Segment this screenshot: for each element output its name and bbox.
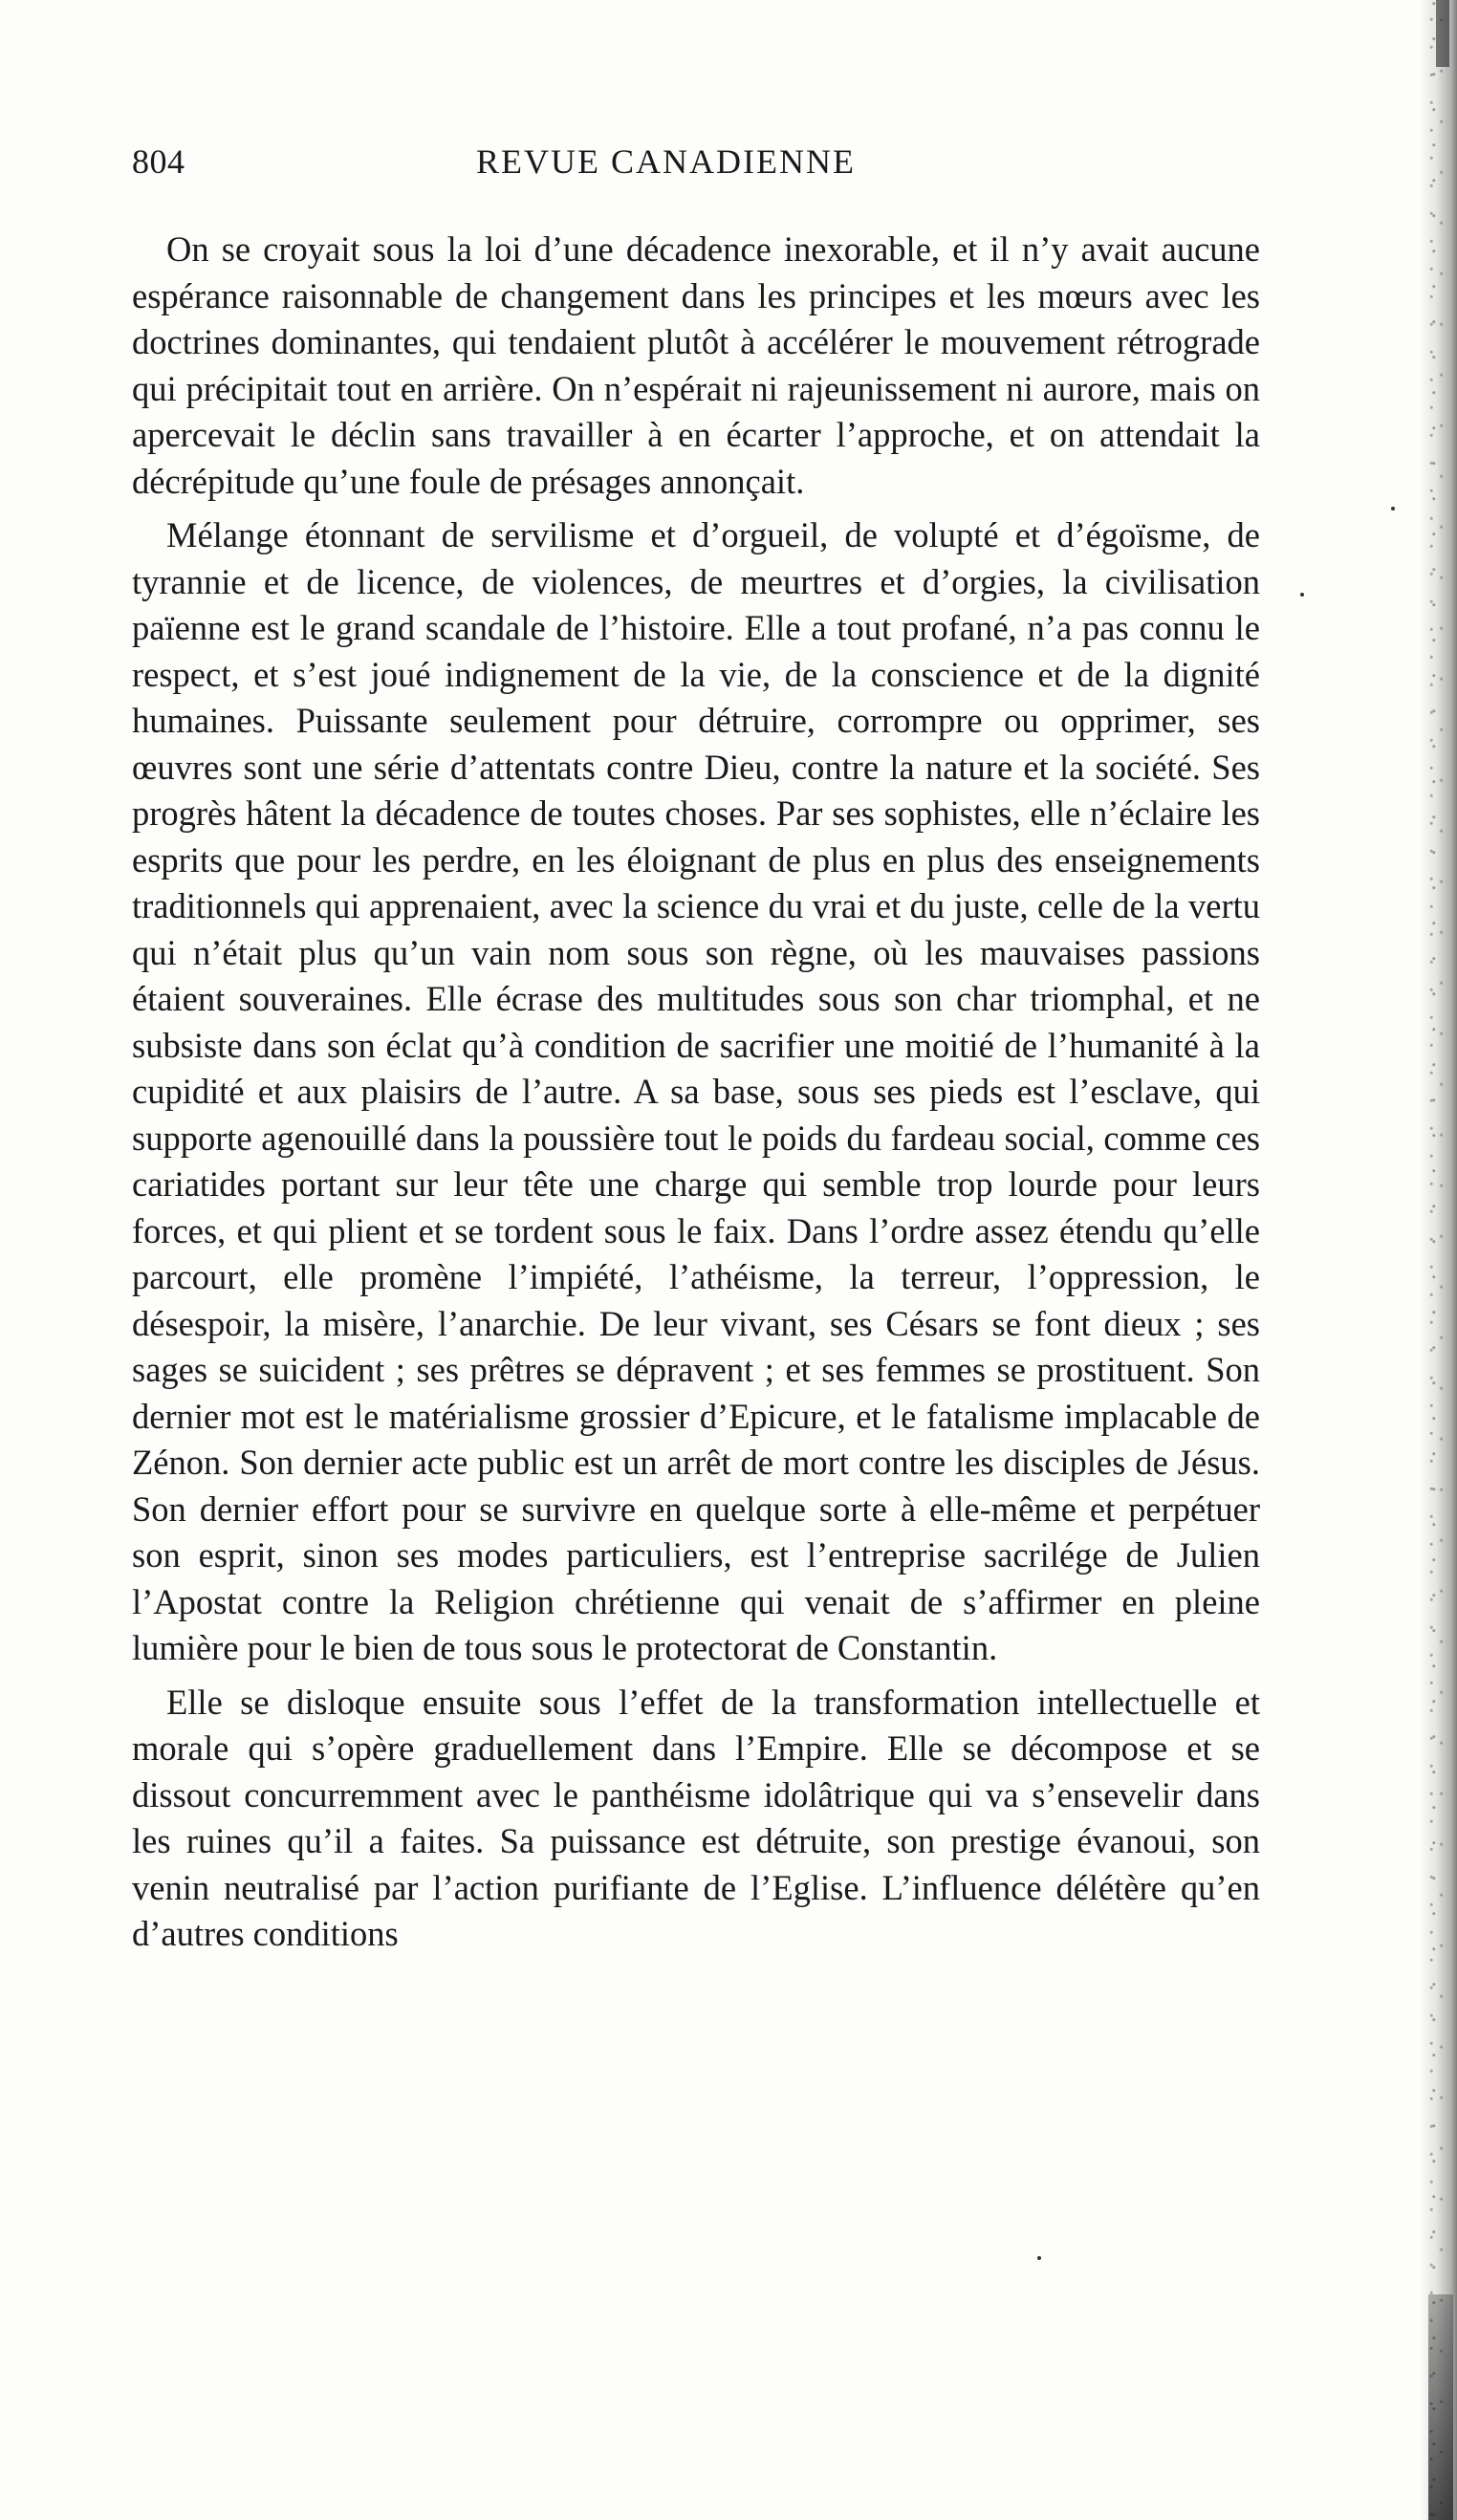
paragraph-1: On se croyait sous la loi d’une décadence inexorable, et il n’y avait aucune espérance raisonnable de changement dans les principes et les mœurs avec les doctrines dominantes, qui tendaient plutôt à accélérer le mouvement rétrograde qui précipitait tout en arrière. On n’espérait ni rajeunissement ni aurore, mais on apercevait le déclin sans travailler à en écarter l’approche, et on attendait la décrépitude qu’une foule de présages annonçait.: [132, 229, 1260, 501]
paragraph-3: Elle se disloque ensuite sous l’effet de la transformation intellectuelle et morale qui s’opère graduellement dans l’Empire. Elle se décompose et se dissout concurremment avec le panthéisme idolâtrique qui va s’ensevelir dans les ruines qu’il a faites. Sa puissance est détruite, son prestige évanoui, son venin neutralisé par l’action purifiante de l’Eglise. L’influence délétère qu’en d’autres conditions: [132, 1682, 1260, 1953]
stray-ink-mark: [1300, 593, 1304, 597]
page-number: 804: [132, 142, 185, 181]
paragraph-2: Mélange étonnant de servilisme et d’orgueil, de volupté et d’égoïsme, de tyrannie et de licence, de violences, de meurtres et d’orgies, la civilisation païenne est le grand scandale de l’histoire. Elle a tout profané, n’a pas connu le respect, et s’est joué indignement de la vie, de la conscience et de la dignité humaines. Puissante seulement pour détruire, corrompre ou opprimer, ses œuvres sont une série d’attentats contre Dieu, contre la nature et la société. Ses progrès hâtent la décadence de toutes choses. Par ses sophistes, elle n’éclaire les esprits que pour les perdre, en les éloignant de plus en plus des enseignements traditionnels qui apprenaient, avec la science du vrai et du juste, celle de la vertu qui n’était plus qu’un vain nom sous son règne, où les mauvaises passions étaient souveraines. Elle écrase des multitudes sous son char triomphal, et ne subsiste dans son éclat qu’à condition de sacrifier une moitié de l’humanité à la cupidité et aux plaisirs de l’autre. A sa base, sous ses pieds est l’esclave, qui supporte agenouillé dans la poussière tout le poids du fardeau social, comme ces cariatides portant sur leur tête une charge qui semble trop lourde pour leurs forces, et qui plient et se tordent sous le faix. Dans l’ordre assez étendu qu’elle parcourt, elle promène l’impiété, l’athéisme, la terreur, l’oppression, le désespoir, la misère, l’anarchie. De leur vivant, ses Césars se font dieux ; ses sages se suicident ; ses prêtres se dépravent ; et ses femmes se prostituent. Son dernier mot est le matérialisme grossier d’Epicure, et le fatalisme implacable de Zénon. Son dernier acte public est un arrêt de mort contre les disciples de Jésus. Son dernier effort pour se survivre en quelque sorte à elle-même et perpétuer son esprit, sinon ses modes particuliers, est l’entreprise sacrilége de Julien l’Apostat contre la Religion chrétienne qui venait de s’affirmer en pleine lumière pour le bien de tous sous le protectorat de Constantin.: [132, 515, 1260, 1667]
page-header: [132, 141, 1260, 199]
page-edge-dark-bottom: [1428, 2294, 1453, 2520]
stray-ink-mark: [1391, 507, 1395, 511]
page-edge-dark-top: [1436, 0, 1449, 67]
stray-ink-mark: [1037, 2256, 1041, 2260]
page-edge-specks: [1426, 0, 1451, 2520]
running-title: REVUE CANADIENNE: [476, 142, 856, 181]
body-text: [132, 227, 1260, 1966]
